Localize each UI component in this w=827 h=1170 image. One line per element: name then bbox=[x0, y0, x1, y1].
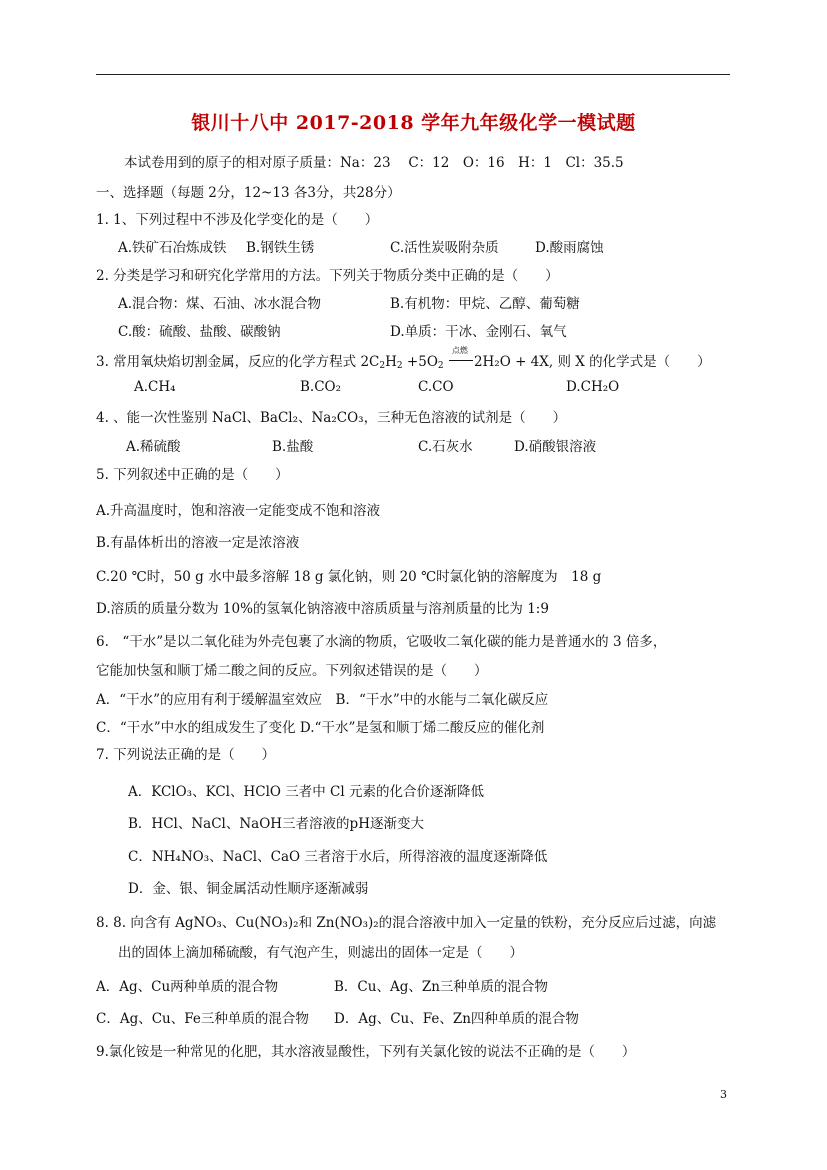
question-6-options-cd: C．“干水”中水的组成发生了变化 D.“干水”是氢和顺丁烯二酸反应的催化剂 bbox=[96, 720, 545, 736]
section-heading: 一、选择题（每题 2分，12~13 各3分，共28分） bbox=[96, 185, 401, 201]
page-title: 银川十八中 2017-2018 学年九年级化学一模试题 bbox=[191, 112, 636, 134]
question-1-option-c: C.活性炭吸附杂质 bbox=[390, 240, 499, 256]
question-3-option-a: A.CH₄ bbox=[134, 379, 176, 395]
question-5-option-b: B.有晶体析出的溶液一定是浓溶液 bbox=[96, 535, 300, 551]
question-4-option-d: D.硝酸银溶液 bbox=[514, 439, 597, 455]
question-3-option-b: B.CO₂ bbox=[300, 379, 342, 395]
question-2-option-d: D.单质：干冰、金刚石、氧气 bbox=[390, 324, 567, 340]
question-2-option-c: C.酸：硫酸、盐酸、碳酸钠 bbox=[118, 324, 281, 340]
question-6-stem-line2: 它能加快氢和顺丁烯二酸之间的反应。下列叙述错误的是（ ） bbox=[96, 663, 488, 679]
question-3-option-d: D.CH₂O bbox=[566, 379, 620, 395]
question-5-option-d: D.溶质的质量分数为 10%的氢氧化钠溶液中溶质质量与溶剂质量的比为 1:9 bbox=[96, 601, 549, 617]
question-5-option-a: A.升高温度时，饱和溶液一定能变成不饱和溶液 bbox=[96, 503, 381, 519]
question-3-stem-tail: 2H₂O + 4X, 则 X 的化学式是（ ） bbox=[473, 354, 711, 370]
question-2-option-b: B.有机物：甲烷、乙醇、葡萄糖 bbox=[390, 296, 580, 312]
question-4-option-c: C.石灰水 bbox=[418, 439, 473, 455]
question-7-option-b: B．HCl、NaCl、NaOH三者溶液的pH逐渐变大 bbox=[128, 816, 424, 832]
question-1-option-d: D.酸雨腐蚀 bbox=[535, 240, 604, 256]
header-rule bbox=[96, 74, 730, 75]
question-7-option-c: C．NH₄NO₃、NaCl、CaO 三者溶于水后，所得溶液的温度逐渐降低 bbox=[128, 849, 548, 865]
reaction-reactants: $2C_2H_2 +5O_2$ bbox=[360, 354, 444, 371]
question-8-stem-line1: 8. 8. 向含有 AgNO₃、Cu(NO₃)₂和 Zn(NO₃)₂的混合溶液中加入一定量的铁粉，充分反应后过滤，向滤 bbox=[96, 915, 717, 931]
reaction-condition: 点燃 bbox=[451, 346, 468, 355]
question-3-option-c: C.CO bbox=[418, 379, 454, 395]
page-number: 3 bbox=[720, 1088, 727, 1101]
question-3-stem-text: 3. 常用氧炔焰切割金属，反应的化学方程式 bbox=[96, 354, 361, 370]
question-6-stem-line1: 6. “干水”是以二氧化硅为外壳包裹了水滴的物质，它吸收二氧化碳的能力是普通水的 3 倍多， bbox=[96, 634, 667, 650]
question-4-option-b: B.盐酸 bbox=[272, 439, 314, 455]
question-2-stem: 2. 分类是学习和研究化学常用的方法。下列关于物质分类中正确的是（ ） bbox=[96, 268, 559, 284]
question-3-stem bbox=[96, 346, 711, 371]
question-6-options-ab: A．“干水”的应用有利于缓解温室效应 B．“干水”中的水能与二氧化碳反应 bbox=[96, 692, 549, 708]
question-8-option-a: A．Ag、Cu两种单质的混合物 bbox=[96, 979, 279, 995]
question-4-option-a: A.稀硫酸 bbox=[126, 439, 181, 455]
question-4-stem: 4. 、能一次性鉴别 NaCl、BaCl₂、Na₂CO₃，三种无色溶液的试剂是（ ） bbox=[96, 410, 567, 426]
question-7-stem: 7. 下列说法正确的是（ ） bbox=[96, 747, 276, 763]
question-1-stem: 1. 1、下列过程中不涉及化学变化的是（ ） bbox=[96, 212, 379, 228]
question-8-stem-line2: 出的固体上滴加稀硫酸，有气泡产生，则滤出的固体一定是（ ） bbox=[118, 945, 523, 961]
question-5-option-c: C.20 ℃时，50 g 水中最多溶解 18 g 氯化钠，则 20 ℃时氯化钠的溶解度为 18 g bbox=[96, 569, 602, 585]
question-1-option-a: A.铁矿石冶炼成铁 bbox=[118, 240, 227, 256]
question-1-option-b: B.钢铁生锈 bbox=[246, 240, 315, 256]
question-7-option-d: D．金、银、铜金属活动性顺序逐渐减弱 bbox=[128, 881, 369, 897]
question-8-option-d: D．Ag、Cu、Fe、Zn四种单质的混合物 bbox=[334, 1011, 579, 1027]
atomic-mass-note: 本试卷用到的原子的相对原子质量：Na：23 C：12 O：16 H：1 Cl：35.5 bbox=[124, 155, 624, 171]
question-7-option-a: A．KClO₃、KCl、HClO 三者中 Cl 元素的化合价逐渐降低 bbox=[128, 784, 484, 800]
question-8-option-b: B．Cu、Ag、Zn三种单质的混合物 bbox=[334, 979, 548, 995]
question-2-option-a: A.混合物：煤、石油、冰水混合物 bbox=[118, 296, 322, 312]
question-9-stem: 9.氯化铵是一种常见的化肥，其水溶液显酸性，下列有关氯化铵的说法不正确的是（ ） bbox=[96, 1044, 636, 1060]
question-8-option-c: C．Ag、Cu、Fe三种单质的混合物 bbox=[96, 1011, 309, 1027]
reaction-arrow bbox=[448, 346, 474, 370]
question-5-stem: 5. 下列叙述中正确的是（ ） bbox=[96, 467, 289, 483]
